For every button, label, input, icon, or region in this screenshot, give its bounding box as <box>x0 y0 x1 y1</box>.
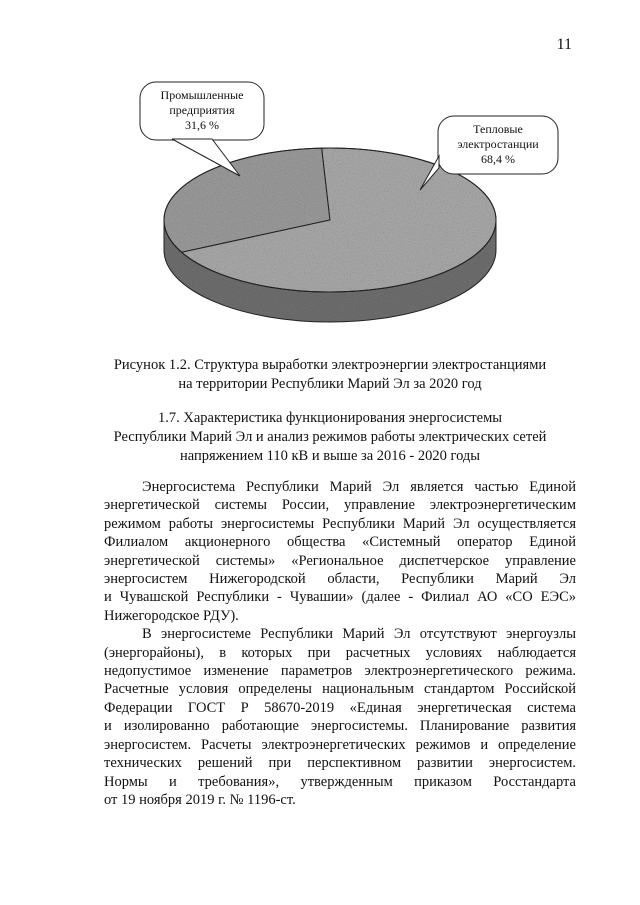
text-line: Федерации ГОСТ Р 58670-2019 «Единая энергетическая система <box>104 699 576 716</box>
paragraph-2 <box>104 625 576 809</box>
caption-line: Рисунок 1.2. Структура выработки электроэнергии электростанциями <box>113 357 547 373</box>
pie-chart <box>120 78 580 348</box>
callout-label: предприятия <box>169 103 235 117</box>
text-line: (энергорайоны), в которых при расчетных условиях наблюдается <box>104 644 576 661</box>
paragraph-1 <box>104 478 576 625</box>
caption-line: на территории Республики Марий Эл за 2020 год <box>178 376 482 392</box>
callout-label: Промышленные <box>160 88 244 102</box>
pie-texture <box>164 148 496 322</box>
text-line: Нижегородское РДУ). <box>104 607 239 624</box>
text-line: и изолированно работающие энергосистемы. Планирование развития <box>104 718 576 735</box>
callout-label: Тепловые <box>473 122 523 136</box>
callout-label: 68,4 % <box>481 152 515 166</box>
callout-pointer <box>172 139 240 176</box>
callout-label: 31,6 % <box>185 118 219 132</box>
heading-line: 1.7. Характеристика функционирования энергосистемы <box>158 410 502 426</box>
text-line: Нормы и требования», утвержденным приказом Росстандарта <box>104 773 576 790</box>
body-text <box>104 478 576 809</box>
text-line: и Чувашской Республики - Чувашии» (далее - Филиал АО «СО ЕЭС» <box>104 589 576 606</box>
text-line: В энергосистеме Республики Марий Эл отсутствуют энергоузлы <box>142 626 576 643</box>
text-line: энергетической системы России, управление электроэнергетическим <box>104 497 576 514</box>
page-number: 11 <box>556 36 572 53</box>
text-line: энергосистем. Расчеты электроэнергетических режимов и определение <box>104 736 576 753</box>
text-line: технических решений при перспективном развитии энергосистем. <box>104 755 576 772</box>
text-line: от 19 ноября 2019 г. № 1196-ст. <box>104 791 296 808</box>
callout-label: электростанции <box>457 137 539 151</box>
figure-caption <box>60 356 600 394</box>
text-line: недопустимое изменение параметров электроэнергетического режима. <box>104 663 576 680</box>
text-line: Филиалом акционерного общества «Системный оператор Единой <box>104 534 576 551</box>
heading-line: напряжением 110 кВ и выше за 2016 - 2020 годы <box>179 448 481 464</box>
heading-line: Республики Марий Эл и анализ режимов работы электрических сетей <box>113 429 547 445</box>
text-line: режимом работы энергосистемы Республики Марий Эл осуществляется <box>104 515 576 532</box>
text-line: Расчетные условия определены национальным стандартом Российской <box>104 681 576 698</box>
text-line: Энергосистема Республики Марий Эл является частью Единой <box>142 479 576 495</box>
section-heading <box>60 409 600 466</box>
text-line: энергетической системы» «Региональное диспетчерское управление <box>104 552 576 569</box>
pie-chart-svg <box>120 78 580 348</box>
text-line: энергосистем Нижегородской области, Республики Марий Эл <box>104 571 576 588</box>
